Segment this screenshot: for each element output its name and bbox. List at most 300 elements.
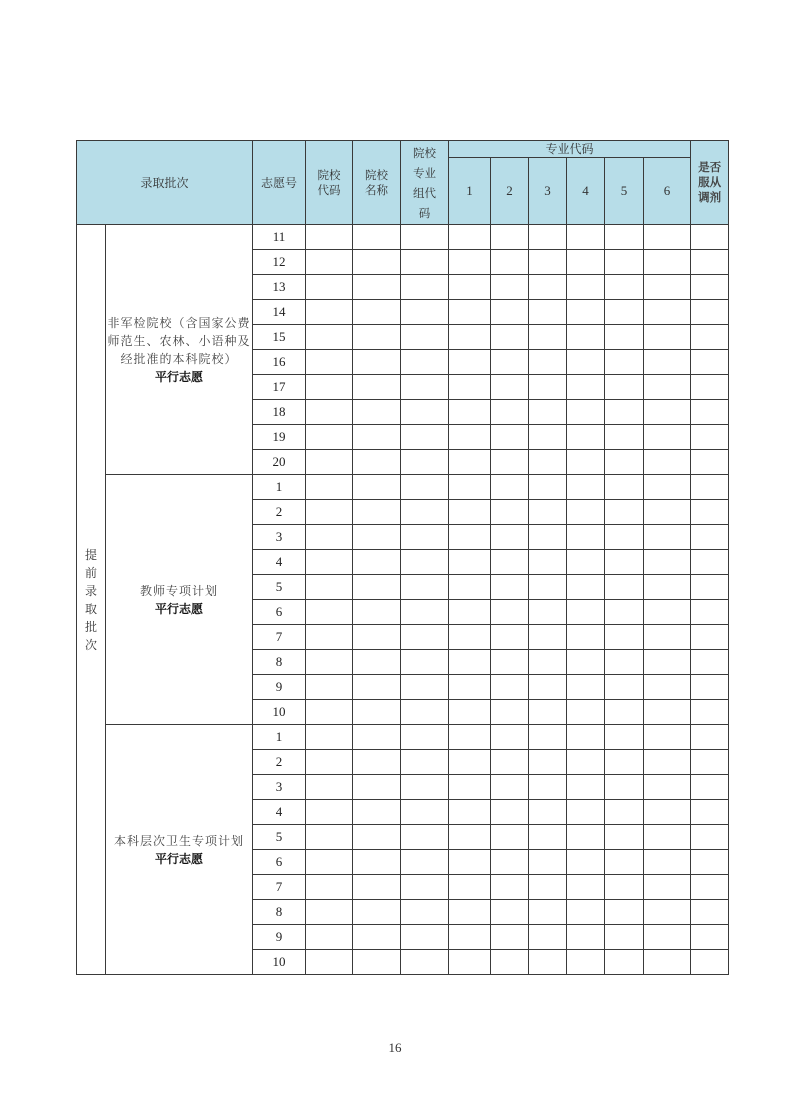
- adjust-cell[interactable]: [691, 325, 729, 350]
- major-code-3-cell[interactable]: [529, 350, 567, 375]
- major-group-code-cell[interactable]: [401, 550, 449, 575]
- adjust-cell[interactable]: [691, 275, 729, 300]
- major-group-code-cell[interactable]: [401, 475, 449, 500]
- adjust-cell[interactable]: [691, 300, 729, 325]
- school-name-cell[interactable]: [353, 350, 401, 375]
- major-code-2-cell[interactable]: [491, 250, 529, 275]
- school-name-cell[interactable]: [353, 900, 401, 925]
- major-group-code-cell[interactable]: [401, 375, 449, 400]
- major-code-1-cell[interactable]: [449, 825, 491, 850]
- adjust-cell[interactable]: [691, 675, 729, 700]
- major-code-4-cell[interactable]: [567, 700, 605, 725]
- major-code-4-cell[interactable]: [567, 525, 605, 550]
- major-code-5-cell[interactable]: [605, 625, 644, 650]
- major-code-3-cell[interactable]: [529, 675, 567, 700]
- major-code-6-cell[interactable]: [644, 775, 691, 800]
- adjust-cell[interactable]: [691, 350, 729, 375]
- major-code-5-cell[interactable]: [605, 475, 644, 500]
- major-code-3-cell[interactable]: [529, 250, 567, 275]
- major-code-2-cell[interactable]: [491, 275, 529, 300]
- major-code-2-cell[interactable]: [491, 850, 529, 875]
- major-code-4-cell[interactable]: [567, 925, 605, 950]
- school-code-cell[interactable]: [306, 250, 353, 275]
- school-code-cell[interactable]: [306, 650, 353, 675]
- major-code-3-cell[interactable]: [529, 375, 567, 400]
- major-group-code-cell[interactable]: [401, 325, 449, 350]
- major-code-3-cell[interactable]: [529, 775, 567, 800]
- school-code-cell[interactable]: [306, 825, 353, 850]
- school-name-cell[interactable]: [353, 625, 401, 650]
- major-code-6-cell[interactable]: [644, 700, 691, 725]
- major-code-5-cell[interactable]: [605, 950, 644, 975]
- major-code-6-cell[interactable]: [644, 625, 691, 650]
- major-group-code-cell[interactable]: [401, 750, 449, 775]
- major-code-1-cell[interactable]: [449, 475, 491, 500]
- adjust-cell[interactable]: [691, 225, 729, 250]
- major-code-5-cell[interactable]: [605, 550, 644, 575]
- school-name-cell[interactable]: [353, 775, 401, 800]
- school-name-cell[interactable]: [353, 325, 401, 350]
- major-code-1-cell[interactable]: [449, 525, 491, 550]
- major-code-1-cell[interactable]: [449, 225, 491, 250]
- major-code-1-cell[interactable]: [449, 325, 491, 350]
- major-code-5-cell[interactable]: [605, 350, 644, 375]
- major-code-5-cell[interactable]: [605, 650, 644, 675]
- school-name-cell[interactable]: [353, 375, 401, 400]
- major-code-1-cell[interactable]: [449, 425, 491, 450]
- major-code-2-cell[interactable]: [491, 350, 529, 375]
- major-code-5-cell[interactable]: [605, 925, 644, 950]
- major-code-2-cell[interactable]: [491, 675, 529, 700]
- major-code-6-cell[interactable]: [644, 550, 691, 575]
- major-code-3-cell[interactable]: [529, 475, 567, 500]
- major-code-6-cell[interactable]: [644, 450, 691, 475]
- school-name-cell[interactable]: [353, 750, 401, 775]
- major-code-5-cell[interactable]: [605, 250, 644, 275]
- major-group-code-cell[interactable]: [401, 450, 449, 475]
- major-code-6-cell[interactable]: [644, 225, 691, 250]
- adjust-cell[interactable]: [691, 525, 729, 550]
- major-code-1-cell[interactable]: [449, 675, 491, 700]
- major-code-3-cell[interactable]: [529, 950, 567, 975]
- major-code-1-cell[interactable]: [449, 850, 491, 875]
- major-code-4-cell[interactable]: [567, 550, 605, 575]
- major-code-4-cell[interactable]: [567, 800, 605, 825]
- major-code-1-cell[interactable]: [449, 350, 491, 375]
- major-code-5-cell[interactable]: [605, 225, 644, 250]
- adjust-cell[interactable]: [691, 875, 729, 900]
- school-code-cell[interactable]: [306, 675, 353, 700]
- major-code-2-cell[interactable]: [491, 325, 529, 350]
- major-group-code-cell[interactable]: [401, 800, 449, 825]
- major-code-1-cell[interactable]: [449, 900, 491, 925]
- major-code-3-cell[interactable]: [529, 700, 567, 725]
- major-code-1-cell[interactable]: [449, 275, 491, 300]
- adjust-cell[interactable]: [691, 650, 729, 675]
- major-code-3-cell[interactable]: [529, 500, 567, 525]
- major-code-6-cell[interactable]: [644, 500, 691, 525]
- major-group-code-cell[interactable]: [401, 850, 449, 875]
- school-name-cell[interactable]: [353, 650, 401, 675]
- major-code-1-cell[interactable]: [449, 400, 491, 425]
- school-code-cell[interactable]: [306, 750, 353, 775]
- school-code-cell[interactable]: [306, 475, 353, 500]
- major-group-code-cell[interactable]: [401, 425, 449, 450]
- school-code-cell[interactable]: [306, 700, 353, 725]
- school-code-cell[interactable]: [306, 425, 353, 450]
- school-code-cell[interactable]: [306, 625, 353, 650]
- major-code-2-cell[interactable]: [491, 525, 529, 550]
- adjust-cell[interactable]: [691, 775, 729, 800]
- major-code-3-cell[interactable]: [529, 925, 567, 950]
- major-code-5-cell[interactable]: [605, 800, 644, 825]
- major-code-4-cell[interactable]: [567, 250, 605, 275]
- adjust-cell[interactable]: [691, 700, 729, 725]
- major-code-1-cell[interactable]: [449, 950, 491, 975]
- major-code-4-cell[interactable]: [567, 425, 605, 450]
- school-name-cell[interactable]: [353, 250, 401, 275]
- adjust-cell[interactable]: [691, 400, 729, 425]
- major-code-1-cell[interactable]: [449, 450, 491, 475]
- major-code-5-cell[interactable]: [605, 375, 644, 400]
- major-code-2-cell[interactable]: [491, 500, 529, 525]
- major-code-2-cell[interactable]: [491, 750, 529, 775]
- major-code-3-cell[interactable]: [529, 600, 567, 625]
- major-code-2-cell[interactable]: [491, 825, 529, 850]
- major-code-3-cell[interactable]: [529, 625, 567, 650]
- major-code-6-cell[interactable]: [644, 250, 691, 275]
- major-code-2-cell[interactable]: [491, 950, 529, 975]
- major-code-2-cell[interactable]: [491, 700, 529, 725]
- major-code-3-cell[interactable]: [529, 425, 567, 450]
- major-code-4-cell[interactable]: [567, 625, 605, 650]
- major-code-5-cell[interactable]: [605, 725, 644, 750]
- adjust-cell[interactable]: [691, 850, 729, 875]
- school-name-cell[interactable]: [353, 475, 401, 500]
- major-group-code-cell[interactable]: [401, 625, 449, 650]
- major-code-2-cell[interactable]: [491, 925, 529, 950]
- major-code-1-cell[interactable]: [449, 550, 491, 575]
- major-code-2-cell[interactable]: [491, 300, 529, 325]
- major-code-3-cell[interactable]: [529, 325, 567, 350]
- major-code-1-cell[interactable]: [449, 875, 491, 900]
- major-code-4-cell[interactable]: [567, 350, 605, 375]
- major-code-5-cell[interactable]: [605, 300, 644, 325]
- school-code-cell[interactable]: [306, 875, 353, 900]
- major-group-code-cell[interactable]: [401, 950, 449, 975]
- major-code-2-cell[interactable]: [491, 475, 529, 500]
- school-code-cell[interactable]: [306, 775, 353, 800]
- major-code-3-cell[interactable]: [529, 450, 567, 475]
- major-code-6-cell[interactable]: [644, 375, 691, 400]
- school-name-cell[interactable]: [353, 450, 401, 475]
- major-code-1-cell[interactable]: [449, 750, 491, 775]
- school-name-cell[interactable]: [353, 425, 401, 450]
- school-code-cell[interactable]: [306, 800, 353, 825]
- adjust-cell[interactable]: [691, 750, 729, 775]
- major-code-1-cell[interactable]: [449, 800, 491, 825]
- major-code-4-cell[interactable]: [567, 875, 605, 900]
- major-group-code-cell[interactable]: [401, 650, 449, 675]
- major-code-4-cell[interactable]: [567, 375, 605, 400]
- major-group-code-cell[interactable]: [401, 300, 449, 325]
- major-code-4-cell[interactable]: [567, 675, 605, 700]
- major-code-2-cell[interactable]: [491, 900, 529, 925]
- major-group-code-cell[interactable]: [401, 225, 449, 250]
- major-code-5-cell[interactable]: [605, 700, 644, 725]
- adjust-cell[interactable]: [691, 575, 729, 600]
- major-code-3-cell[interactable]: [529, 300, 567, 325]
- school-name-cell[interactable]: [353, 300, 401, 325]
- major-code-6-cell[interactable]: [644, 475, 691, 500]
- school-code-cell[interactable]: [306, 575, 353, 600]
- major-code-3-cell[interactable]: [529, 275, 567, 300]
- major-code-4-cell[interactable]: [567, 850, 605, 875]
- major-code-2-cell[interactable]: [491, 375, 529, 400]
- major-code-2-cell[interactable]: [491, 400, 529, 425]
- major-code-6-cell[interactable]: [644, 325, 691, 350]
- major-code-1-cell[interactable]: [449, 575, 491, 600]
- school-code-cell[interactable]: [306, 600, 353, 625]
- major-group-code-cell[interactable]: [401, 575, 449, 600]
- school-code-cell[interactable]: [306, 725, 353, 750]
- adjust-cell[interactable]: [691, 950, 729, 975]
- school-name-cell[interactable]: [353, 825, 401, 850]
- major-code-6-cell[interactable]: [644, 575, 691, 600]
- school-code-cell[interactable]: [306, 375, 353, 400]
- school-name-cell[interactable]: [353, 800, 401, 825]
- major-code-5-cell[interactable]: [605, 325, 644, 350]
- major-code-6-cell[interactable]: [644, 275, 691, 300]
- major-code-2-cell[interactable]: [491, 450, 529, 475]
- school-code-cell[interactable]: [306, 925, 353, 950]
- major-code-5-cell[interactable]: [605, 425, 644, 450]
- major-group-code-cell[interactable]: [401, 400, 449, 425]
- school-name-cell[interactable]: [353, 275, 401, 300]
- major-code-3-cell[interactable]: [529, 525, 567, 550]
- major-group-code-cell[interactable]: [401, 500, 449, 525]
- school-code-cell[interactable]: [306, 950, 353, 975]
- major-code-5-cell[interactable]: [605, 525, 644, 550]
- major-code-2-cell[interactable]: [491, 650, 529, 675]
- school-name-cell[interactable]: [353, 875, 401, 900]
- major-code-4-cell[interactable]: [567, 500, 605, 525]
- major-code-4-cell[interactable]: [567, 725, 605, 750]
- school-code-cell[interactable]: [306, 500, 353, 525]
- major-code-6-cell[interactable]: [644, 400, 691, 425]
- major-code-3-cell[interactable]: [529, 750, 567, 775]
- school-name-cell[interactable]: [353, 225, 401, 250]
- major-code-3-cell[interactable]: [529, 875, 567, 900]
- major-code-4-cell[interactable]: [567, 900, 605, 925]
- major-group-code-cell[interactable]: [401, 600, 449, 625]
- school-name-cell[interactable]: [353, 700, 401, 725]
- major-code-4-cell[interactable]: [567, 825, 605, 850]
- school-code-cell[interactable]: [306, 450, 353, 475]
- major-code-2-cell[interactable]: [491, 775, 529, 800]
- major-group-code-cell[interactable]: [401, 725, 449, 750]
- major-group-code-cell[interactable]: [401, 275, 449, 300]
- school-name-cell[interactable]: [353, 550, 401, 575]
- major-code-6-cell[interactable]: [644, 675, 691, 700]
- major-code-6-cell[interactable]: [644, 875, 691, 900]
- major-code-6-cell[interactable]: [644, 800, 691, 825]
- major-group-code-cell[interactable]: [401, 925, 449, 950]
- school-code-cell[interactable]: [306, 325, 353, 350]
- school-name-cell[interactable]: [353, 950, 401, 975]
- major-code-4-cell[interactable]: [567, 400, 605, 425]
- adjust-cell[interactable]: [691, 500, 729, 525]
- major-code-1-cell[interactable]: [449, 600, 491, 625]
- major-code-3-cell[interactable]: [529, 850, 567, 875]
- major-code-5-cell[interactable]: [605, 600, 644, 625]
- major-group-code-cell[interactable]: [401, 875, 449, 900]
- major-code-4-cell[interactable]: [567, 600, 605, 625]
- major-code-5-cell[interactable]: [605, 675, 644, 700]
- major-code-4-cell[interactable]: [567, 325, 605, 350]
- major-code-3-cell[interactable]: [529, 400, 567, 425]
- major-group-code-cell[interactable]: [401, 775, 449, 800]
- major-code-6-cell[interactable]: [644, 725, 691, 750]
- major-group-code-cell[interactable]: [401, 700, 449, 725]
- school-name-cell[interactable]: [353, 575, 401, 600]
- school-name-cell[interactable]: [353, 600, 401, 625]
- major-code-2-cell[interactable]: [491, 550, 529, 575]
- major-code-3-cell[interactable]: [529, 650, 567, 675]
- major-code-1-cell[interactable]: [449, 500, 491, 525]
- school-code-cell[interactable]: [306, 850, 353, 875]
- major-group-code-cell[interactable]: [401, 900, 449, 925]
- major-code-2-cell[interactable]: [491, 800, 529, 825]
- major-code-6-cell[interactable]: [644, 900, 691, 925]
- major-code-1-cell[interactable]: [449, 925, 491, 950]
- adjust-cell[interactable]: [691, 925, 729, 950]
- major-code-5-cell[interactable]: [605, 875, 644, 900]
- adjust-cell[interactable]: [691, 900, 729, 925]
- major-group-code-cell[interactable]: [401, 825, 449, 850]
- major-code-5-cell[interactable]: [605, 825, 644, 850]
- major-code-4-cell[interactable]: [567, 300, 605, 325]
- adjust-cell[interactable]: [691, 725, 729, 750]
- major-code-5-cell[interactable]: [605, 850, 644, 875]
- major-group-code-cell[interactable]: [401, 525, 449, 550]
- major-code-6-cell[interactable]: [644, 425, 691, 450]
- major-code-6-cell[interactable]: [644, 750, 691, 775]
- adjust-cell[interactable]: [691, 250, 729, 275]
- major-code-1-cell[interactable]: [449, 725, 491, 750]
- major-code-3-cell[interactable]: [529, 225, 567, 250]
- major-code-1-cell[interactable]: [449, 250, 491, 275]
- major-code-2-cell[interactable]: [491, 625, 529, 650]
- major-code-6-cell[interactable]: [644, 850, 691, 875]
- major-code-6-cell[interactable]: [644, 525, 691, 550]
- major-code-2-cell[interactable]: [491, 225, 529, 250]
- adjust-cell[interactable]: [691, 375, 729, 400]
- adjust-cell[interactable]: [691, 600, 729, 625]
- major-code-3-cell[interactable]: [529, 725, 567, 750]
- school-name-cell[interactable]: [353, 400, 401, 425]
- school-code-cell[interactable]: [306, 900, 353, 925]
- major-code-2-cell[interactable]: [491, 875, 529, 900]
- major-code-1-cell[interactable]: [449, 375, 491, 400]
- major-code-1-cell[interactable]: [449, 650, 491, 675]
- major-code-4-cell[interactable]: [567, 775, 605, 800]
- major-code-4-cell[interactable]: [567, 225, 605, 250]
- major-code-4-cell[interactable]: [567, 750, 605, 775]
- major-code-1-cell[interactable]: [449, 625, 491, 650]
- major-code-4-cell[interactable]: [567, 475, 605, 500]
- major-group-code-cell[interactable]: [401, 350, 449, 375]
- major-code-5-cell[interactable]: [605, 500, 644, 525]
- school-code-cell[interactable]: [306, 525, 353, 550]
- major-code-1-cell[interactable]: [449, 300, 491, 325]
- major-code-2-cell[interactable]: [491, 725, 529, 750]
- major-code-6-cell[interactable]: [644, 600, 691, 625]
- school-code-cell[interactable]: [306, 275, 353, 300]
- adjust-cell[interactable]: [691, 450, 729, 475]
- major-group-code-cell[interactable]: [401, 250, 449, 275]
- major-code-4-cell[interactable]: [567, 450, 605, 475]
- school-name-cell[interactable]: [353, 525, 401, 550]
- school-name-cell[interactable]: [353, 925, 401, 950]
- major-code-6-cell[interactable]: [644, 925, 691, 950]
- major-code-3-cell[interactable]: [529, 550, 567, 575]
- major-code-6-cell[interactable]: [644, 650, 691, 675]
- major-code-3-cell[interactable]: [529, 575, 567, 600]
- school-name-cell[interactable]: [353, 725, 401, 750]
- school-name-cell[interactable]: [353, 850, 401, 875]
- school-code-cell[interactable]: [306, 225, 353, 250]
- school-code-cell[interactable]: [306, 400, 353, 425]
- school-code-cell[interactable]: [306, 350, 353, 375]
- major-code-4-cell[interactable]: [567, 950, 605, 975]
- major-code-4-cell[interactable]: [567, 275, 605, 300]
- adjust-cell[interactable]: [691, 825, 729, 850]
- school-name-cell[interactable]: [353, 500, 401, 525]
- major-code-3-cell[interactable]: [529, 900, 567, 925]
- major-code-5-cell[interactable]: [605, 275, 644, 300]
- major-code-6-cell[interactable]: [644, 300, 691, 325]
- adjust-cell[interactable]: [691, 800, 729, 825]
- major-code-5-cell[interactable]: [605, 775, 644, 800]
- school-code-cell[interactable]: [306, 300, 353, 325]
- major-code-4-cell[interactable]: [567, 650, 605, 675]
- major-code-6-cell[interactable]: [644, 350, 691, 375]
- major-code-1-cell[interactable]: [449, 775, 491, 800]
- major-code-2-cell[interactable]: [491, 425, 529, 450]
- adjust-cell[interactable]: [691, 475, 729, 500]
- major-code-5-cell[interactable]: [605, 575, 644, 600]
- major-code-3-cell[interactable]: [529, 825, 567, 850]
- major-code-2-cell[interactable]: [491, 600, 529, 625]
- major-code-5-cell[interactable]: [605, 900, 644, 925]
- major-code-5-cell[interactable]: [605, 450, 644, 475]
- major-code-1-cell[interactable]: [449, 700, 491, 725]
- major-code-6-cell[interactable]: [644, 950, 691, 975]
- major-code-6-cell[interactable]: [644, 825, 691, 850]
- major-code-5-cell[interactable]: [605, 400, 644, 425]
- major-code-4-cell[interactable]: [567, 575, 605, 600]
- major-code-3-cell[interactable]: [529, 800, 567, 825]
- major-code-2-cell[interactable]: [491, 575, 529, 600]
- adjust-cell[interactable]: [691, 425, 729, 450]
- major-group-code-cell[interactable]: [401, 675, 449, 700]
- major-code-5-cell[interactable]: [605, 750, 644, 775]
- adjust-cell[interactable]: [691, 550, 729, 575]
- school-code-cell[interactable]: [306, 550, 353, 575]
- school-name-cell[interactable]: [353, 675, 401, 700]
- adjust-cell[interactable]: [691, 625, 729, 650]
